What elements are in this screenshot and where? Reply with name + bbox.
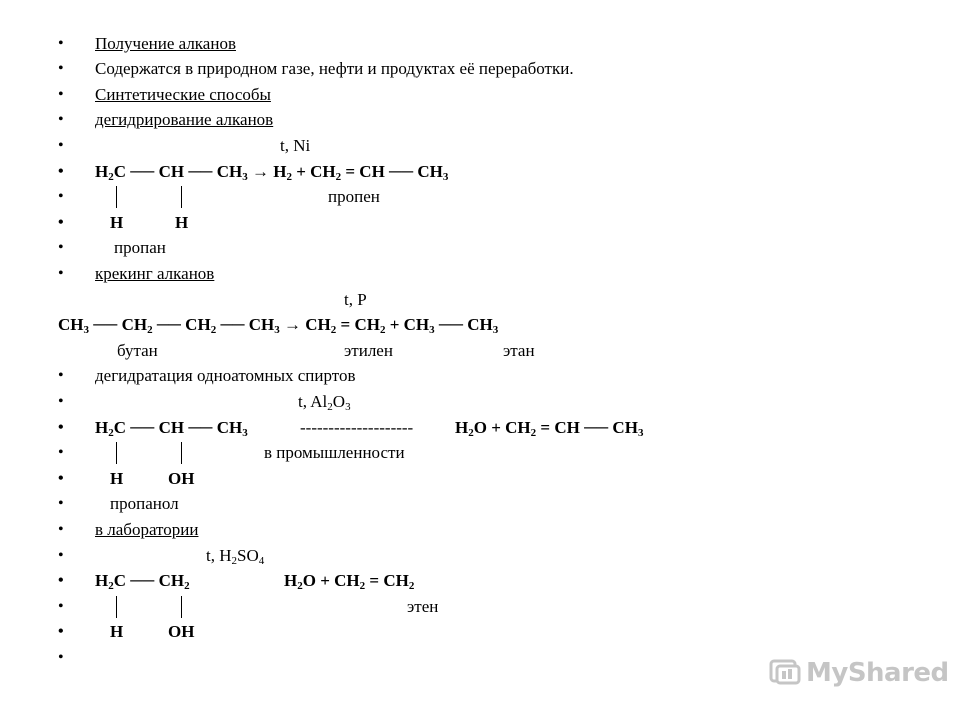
line-14	[0, 364, 960, 388]
line-17	[0, 441, 960, 465]
bullet: •	[58, 60, 64, 77]
bond-line	[181, 442, 182, 464]
bullet: •	[58, 547, 64, 564]
watermark-text: MyShared	[806, 658, 949, 688]
bullet: •	[58, 649, 64, 666]
equation-cracking: $CH_3$ ── $CH_2$ ── $CH_2$ ── $CH_3 \to CH_2 = CH_2 + CH_3$ ── $CH_3$	[58, 315, 499, 336]
bullet: •	[58, 188, 64, 205]
equation-dehydrogenation: $H_2C$ ── CH ── $CH_3 \to H_2 + CH_2$ = CH ── $CH_3$	[95, 162, 449, 183]
line-10	[0, 262, 960, 286]
line-4	[0, 108, 960, 132]
line-2	[0, 57, 960, 81]
line-12	[0, 313, 960, 337]
bullet: •	[58, 367, 64, 384]
line-23	[0, 595, 960, 619]
line-21	[0, 544, 960, 568]
condition-t-ni: t, Ni	[280, 136, 311, 155]
bullet: •	[58, 163, 64, 180]
group-oh: OH	[168, 622, 195, 641]
bond-line	[116, 442, 117, 464]
line-16	[0, 416, 960, 440]
label-ethane: этан	[503, 341, 535, 360]
line-1	[0, 32, 960, 56]
bullet: •	[58, 521, 64, 538]
label-ethylene: этилен	[344, 341, 393, 360]
label-ethene: этен	[407, 597, 439, 616]
label-industry: в промышленности	[264, 443, 405, 462]
label-butane: бутан	[117, 341, 158, 360]
heading-alkanes: Получение алканов	[95, 34, 236, 53]
line-7	[0, 185, 960, 209]
line-24	[0, 620, 960, 644]
condition-t-p: t, P	[344, 290, 367, 309]
line-5	[0, 134, 960, 158]
condition-t-al2o3: t, $Al_2O_3$	[298, 392, 351, 413]
laboratory-heading: в лаборатории	[95, 520, 199, 539]
label-propene: пропен	[328, 187, 380, 206]
cracking-heading: крекинг алканов	[95, 264, 215, 283]
bullet: •	[58, 470, 64, 487]
bullet: •	[58, 239, 64, 256]
line-13	[0, 339, 960, 363]
bullet: •	[58, 572, 64, 589]
bullet: •	[58, 495, 64, 512]
bond-line	[181, 596, 182, 618]
bullet: •	[58, 214, 64, 231]
dehydration-heading: дегидратация одноатомных спиртов	[95, 366, 356, 385]
atom-h: H	[110, 213, 124, 232]
line-11	[0, 288, 960, 312]
bond-line	[181, 186, 182, 208]
group-oh: OH	[168, 469, 195, 488]
products-dehydration: $H_2O + CH_2$ = CH ── $CH_3$	[455, 418, 644, 439]
line-15	[0, 390, 960, 414]
line-19	[0, 492, 960, 516]
atom-h: H	[110, 622, 124, 641]
bullet: •	[58, 86, 64, 103]
label-propane: пропан	[114, 238, 166, 257]
occurrence-text: Содержатся в природном газе, нефти и продуктах её переработки.	[95, 59, 574, 78]
bullet: •	[58, 111, 64, 128]
reaction-dashes: --------------------	[300, 418, 414, 437]
dehydrogenation-heading: дегидрирование алканов	[95, 110, 274, 129]
bullet: •	[58, 623, 64, 640]
bullet: •	[58, 265, 64, 282]
synthetic-methods-heading: Синтетические способы	[95, 85, 271, 104]
line-9	[0, 236, 960, 260]
myshared-logo-icon	[768, 657, 802, 687]
bullet: •	[58, 419, 64, 436]
bullet: •	[58, 393, 64, 410]
line-18	[0, 467, 960, 491]
line-22	[0, 569, 960, 593]
line-8	[0, 211, 960, 235]
reactant-propanol: $H_2C$ ── CH ── $CH_3$	[95, 418, 248, 439]
bond-line	[116, 186, 117, 208]
bond-line	[116, 596, 117, 618]
line-6	[0, 160, 960, 184]
bullet: •	[58, 598, 64, 615]
bullet: •	[58, 444, 64, 461]
line-3	[0, 83, 960, 107]
products-ethene: $H_2O + CH_2 = CH_2$	[284, 571, 415, 592]
bullet: •	[58, 35, 64, 52]
atom-h: H	[175, 213, 189, 232]
line-20	[0, 518, 960, 542]
condition-t-h2so4: t, $H_2SO_4$	[206, 546, 265, 567]
atom-h: H	[110, 469, 124, 488]
reactant-ethanol: $H_2C$ ── $CH_2$	[95, 571, 190, 592]
bullet: •	[58, 137, 64, 154]
label-propanol: пропанол	[110, 494, 179, 513]
